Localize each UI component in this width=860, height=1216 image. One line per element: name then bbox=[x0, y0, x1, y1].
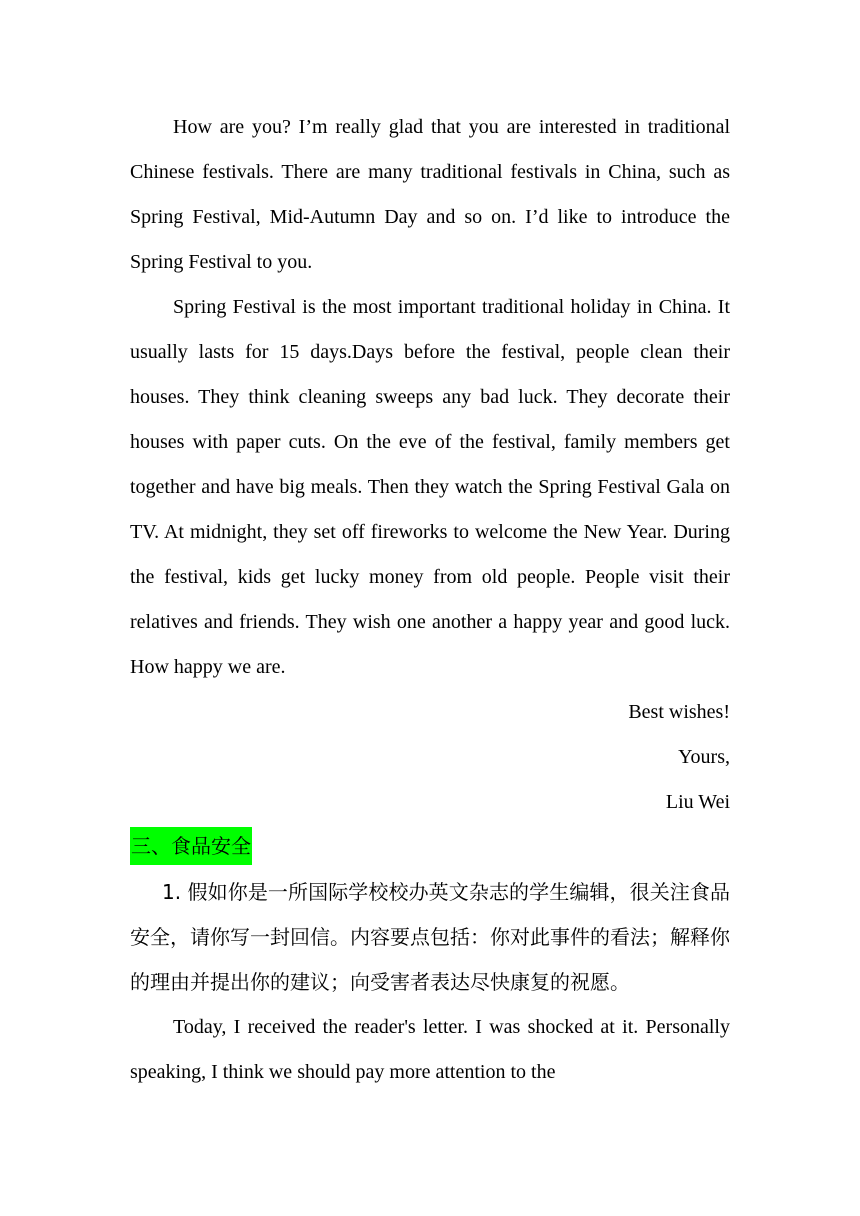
letter-paragraph-2: Spring Festival is the most important traditional holiday in China. It usually lasts for 15 days.Days before the festival, people clean their houses. They think cleaning sweeps any bad luck. They decorate their houses with paper cuts. On the eve of the festival, family members get together and have big meals. Then they watch the Spring Festival Gala on TV. At midnight, they set off fireworks to welcome the New Year. During the festival, kids get lucky money from old people. People visit their relatives and friends. They wish one another a happy year and good luck. How happy we are. bbox=[130, 296, 730, 678]
section-heading-line bbox=[130, 825, 730, 870]
letter-sign-off: Yours, bbox=[678, 746, 730, 768]
sample-answer-start: Today, I received the reader's letter. I was shocked at it. Personally speaking, I think we should pay more attention to the bbox=[130, 1016, 730, 1083]
section-heading: 三、食品安全 bbox=[130, 827, 252, 865]
document-page bbox=[130, 105, 730, 1095]
letter-closing: Best wishes! bbox=[628, 701, 730, 723]
letter-signature: Liu Wei bbox=[665, 791, 730, 813]
writing-prompt: 1. 假如你是一所国际学校校办英文杂志的学生编辑，很关注食品安全，请你写一封回信。内容要点包括：你对此事件的看法；解释你的理由并提出你的建议；向受害者表达尽快康复的祝愿。 bbox=[130, 880, 730, 994]
letter-paragraph-1: How are you? I’m really glad that you are interested in traditional Chinese festivals. There are many traditional festivals in China, such as Spring Festival, Mid-Autumn Day and so on. I’d like to introduce the Spring Festival to you. bbox=[130, 116, 730, 273]
